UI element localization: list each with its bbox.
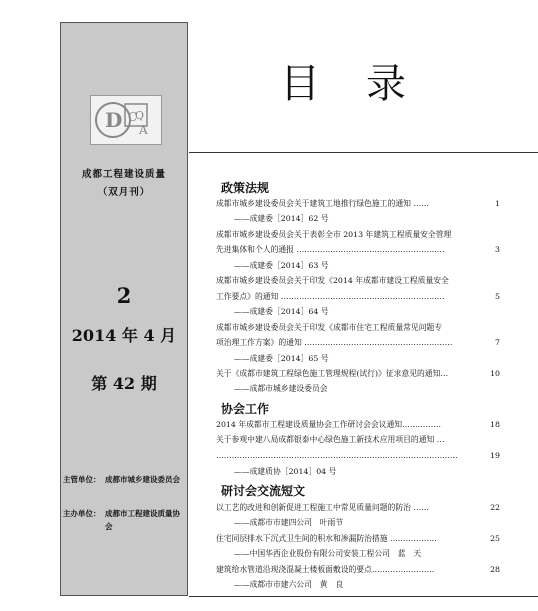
toc-item-source: ——成建委［2014］65 号 (234, 354, 329, 363)
toc-item-source: ——成建委［2014］63 号 (234, 261, 329, 270)
issue-period: 第 42 期 (91, 374, 157, 393)
toc-item[interactable] (216, 564, 500, 575)
issue-number: 2 (116, 283, 132, 308)
toc-item[interactable] (216, 368, 500, 379)
host-label: 主办单位： (63, 509, 101, 518)
toc-item[interactable] (216, 533, 500, 544)
toc-item-title: 关于参观中建八局成都银泰中心绿色施工新技术应用项目的通知 … (216, 435, 445, 444)
toc-item-title: 关于《成都市建筑工程绿色施工管理规程(试行)》征求意见的通知… (216, 369, 449, 378)
toc-item[interactable] (216, 275, 500, 286)
toc-item-title-cont: 工作要点》的通知 ……………………………………………………… (216, 292, 445, 301)
toc-item-page: 10 (490, 369, 500, 378)
toc-item[interactable] (216, 419, 500, 430)
toc-item-page: 5 (495, 292, 500, 301)
toc-item-title-cont: ………………………………………………………………………………… (216, 451, 458, 460)
toc-item-source: ——成建质协［2014］04 号 (234, 467, 337, 476)
toc-item-title: 以工艺的改进和创新促进工程施工中常见质量问题的防治 …… (216, 503, 429, 512)
toc-item[interactable] (216, 502, 500, 513)
toc-item-title: 成都市城乡建设委员会关于印发《成都市住宅工程质量常见问题专 (216, 323, 443, 332)
svg-text:Q: Q (135, 109, 145, 122)
toc-item-page: 1 (495, 199, 500, 208)
journal-name: 成都工程建设质量 (81, 169, 166, 180)
toc-item-source: ——成都市城乡建设委员会 (234, 384, 328, 393)
toc-item-page: 7 (495, 338, 500, 347)
journal-frequency: （双月刊） (97, 187, 151, 198)
toc-item-title: 建筑给水管道沿现浇混凝土楼板面敷设的要点…………………… (216, 565, 435, 574)
title-divider (189, 152, 538, 153)
toc-item-page: 22 (490, 503, 500, 512)
sponsor-value: 成都市城乡建设委员会 (105, 475, 180, 484)
page-title: 目录 (280, 61, 452, 107)
toc-item-page: 25 (490, 534, 500, 543)
toc-item-page: 3 (495, 245, 500, 254)
issue-date: 2014 年 4 月 (71, 326, 177, 345)
section-heading-association: 协会工作 (221, 402, 270, 416)
sponsor-label: 主管单位： (63, 475, 101, 484)
toc-item-title: 成都市城乡建设委员会关于印发《2014 年成都市建设工程质量安全 (216, 276, 449, 285)
toc-item-source: ——成建委［2014］64 号 (234, 307, 329, 316)
toc-item-title-cont: 先进集体和个人的通报 ………………………………………………… (216, 245, 445, 254)
toc-item-source: ——成都市市建六公司 黄 良 (234, 580, 344, 589)
toc-item[interactable] (216, 229, 500, 240)
toc-item-title: 成都市城乡建设委员会关于表彰全市 2013 年建筑工程质量安全管理 (216, 230, 452, 239)
host-info (63, 507, 181, 533)
toc-item-cont[interactable] (216, 291, 500, 302)
toc-item-title-cont: 项治理工作方案》的通知 ………………………………………………… (216, 338, 453, 347)
toc-item-cont[interactable] (216, 244, 500, 255)
bottom-divider (189, 596, 538, 597)
toc-item-cont[interactable] (216, 450, 500, 461)
host-value: 成都市工程建设质量协会 (105, 509, 180, 531)
toc-item-title: 2014 年成都市工程建设质量协会工作研讨会会议通知…………… (216, 420, 442, 429)
toc-item-title: 住宅同层排水下沉式卫生间的积水和渗漏防治措施 ……………… (216, 534, 437, 543)
toc-item-cont[interactable] (216, 337, 500, 348)
toc-item[interactable] (216, 434, 500, 445)
toc-item[interactable] (216, 322, 500, 333)
toc-item-page: 28 (490, 565, 500, 574)
svg-text:C: C (128, 110, 138, 124)
sponsor-info (63, 473, 181, 486)
toc-item-page: 19 (490, 451, 500, 460)
toc-item-source: ——成都市市建四公司 叶雨节 (234, 518, 344, 527)
toc-item[interactable] (216, 198, 500, 209)
toc-item-source: ——成建委［2014］62 号 (234, 214, 329, 223)
journal-logo (90, 95, 162, 145)
section-heading-policy: 政策法规 (221, 181, 270, 195)
svg-text:D: D (105, 108, 123, 132)
section-heading-seminar: 研讨会交流短文 (221, 484, 306, 498)
toc-item-title: 成都市城乡建设委员会关于建筑工地推行绿色施工的通知 …… (216, 199, 429, 208)
svg-text:A: A (139, 123, 148, 137)
toc-item-page: 18 (490, 420, 500, 429)
toc-item-source: ——中国华西企业股份有限公司安装工程公司 蓝 天 (234, 549, 422, 558)
